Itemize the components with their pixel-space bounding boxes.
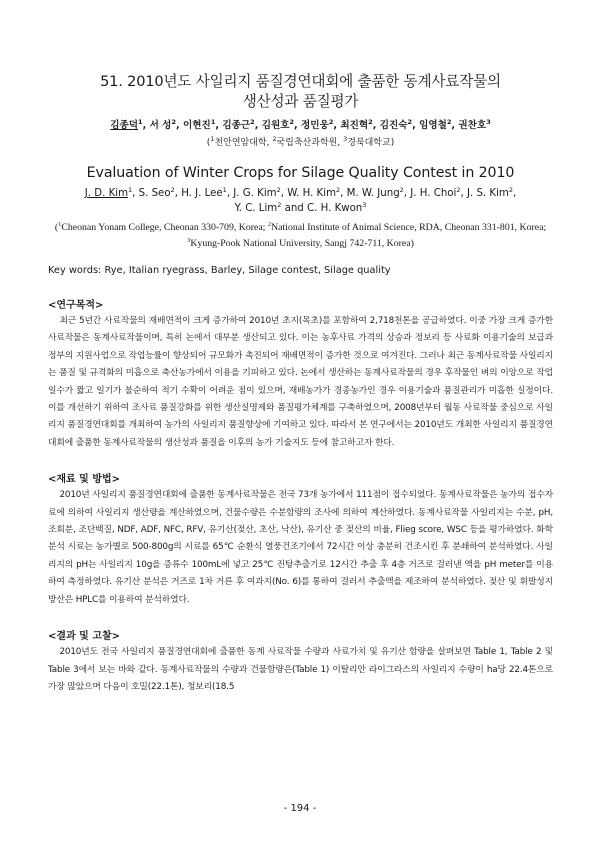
en-author: [235, 203, 282, 214]
ko-author-sup: 2: [407, 118, 413, 126]
korean-title-line2: 생산성과 품질평가: [242, 93, 359, 110]
section-body-results: 2010년도 전국 사일리지 품질경연대회에 출품한 동계 사료작물 수량과 사료가치 및 유기산 함량을 살펴보면 Table 1, Table 2 및 Table 3에서 보는 바와 같다. 동계사료작물의 수량과 건물함량은(Table 1) 이탈리안 라이그라스의 사일리지 수량이 ha당 22.4톤으로 가장 많았으며 다음이 호밀(22.1톤), 청보리(18.5: [48, 647, 553, 692]
ko-author-name: 이현진: [183, 120, 211, 131]
ko-author-name: 김종근: [222, 120, 251, 131]
en-affil-sup: 1: [58, 221, 62, 228]
en-affil-sup: 2: [267, 221, 272, 228]
ko-affil-sup: 3: [343, 135, 348, 143]
en-author-name: J. G. Kim: [233, 188, 277, 199]
ko-author: [262, 120, 294, 131]
en-author-name: S. Seo: [138, 188, 171, 199]
ko-author-sup: 2: [250, 118, 255, 126]
ko-author-name: 김종덕: [110, 120, 139, 131]
ko-author-sup: 2: [289, 118, 295, 126]
page-number: - 194 -: [283, 803, 317, 814]
en-author-name: C. H. Kwon: [307, 203, 363, 214]
en-affil-sup: 3: [187, 237, 191, 244]
ko-author: [110, 120, 142, 131]
ko-author-sup: 3: [486, 118, 491, 126]
ko-author-name: 임영철: [419, 120, 447, 131]
en-author: [410, 188, 460, 199]
keywords-label: Key words:: [48, 265, 102, 276]
en-author: [347, 188, 404, 199]
ko-author: [458, 120, 490, 131]
en-author-name: J. H. Choi: [410, 188, 457, 199]
en-author: [233, 188, 280, 199]
english-affiliations: ($^1$Cheonan Yonam College, Cheonan 330-709, Korea; $^2$National Institute of Animal Science, RDA, Cheonan 331-801, Korea; $^3$Kyung-Pook National University, Sangj 742-711, Korea): [54, 221, 547, 249]
english-title: Evaluation of Winter Crops for Silage Quality Contest in 2010: [86, 165, 515, 181]
en-author-name: J. S. Kim: [466, 188, 509, 199]
ko-author-name: 서 성: [149, 120, 172, 131]
korean-authors: 김종덕$^1$, 서 성$^2$, 이현진$^1$, 김종근$^2$, 김원호$^2$, 정민웅$^2$, 최진혁$^2$, 김진숙$^2$, 임영철$^2$, 권찬호$^3$: [110, 118, 491, 131]
ko-author-sup: 2: [328, 118, 334, 126]
ko-affil-text: 경북대학교: [347, 138, 391, 148]
en-author-sup: 3: [362, 201, 367, 209]
ko-affil-text: 천안연암대학,: [214, 138, 273, 148]
section-heading-purpose: <연구목적>: [48, 300, 104, 311]
ko-author-name: 김진숙: [379, 120, 408, 131]
en-author-sup: 1: [222, 186, 227, 194]
korean-title: [48, 72, 553, 112]
en-author-sup: 2: [336, 186, 341, 194]
korean-affiliations: ($^1$천안연암대학, $^2$국립축산과학원, $^3$경북대학교): [206, 135, 395, 148]
ko-author-sup: 1: [138, 118, 143, 126]
en-affil-text: Kyung-Pook National University, Sangj 742-711, Korea: [190, 238, 411, 249]
ko-author: [150, 120, 176, 131]
paper-page: [48, 72, 553, 696]
ko-affil-sup: 2: [272, 135, 277, 143]
ko-author-sup: 1: [210, 118, 216, 126]
ko-author-sup: 2: [171, 118, 176, 126]
ko-author: [419, 120, 451, 131]
en-affil-text: National Institute of Animal Science, RDA, Cheonan 331-801, Korea;: [271, 222, 547, 233]
en-author: [181, 188, 227, 199]
en-affil-text: Cheonan Yonam College, Cheonan 330-709, Korea;: [61, 222, 268, 233]
en-author-sup: 2: [276, 186, 281, 194]
en-author-sup: 2: [456, 186, 461, 194]
en-author: [287, 188, 340, 199]
en-author: [139, 188, 175, 199]
ko-author: [380, 120, 412, 131]
ko-author: [340, 120, 372, 131]
keywords-text: Rye, Italian ryegrass, Barley, Silage contest, Silage quality: [101, 265, 391, 276]
en-author-sup: 2: [508, 186, 513, 194]
section-heading-methods: <재료 및 방법>: [48, 474, 121, 486]
korean-title-line1: 51. 2010년도 사일리지 품질경연대회에 출품한 동계사료작물의: [100, 73, 501, 90]
en-author-name: M. W. Jung: [346, 188, 400, 199]
en-author-sup: 1: [128, 186, 133, 194]
en-author-name: H. J. Lee: [181, 188, 223, 199]
en-author-sup: 2: [170, 186, 175, 194]
section-heading-results: <결과 및 고찰>: [48, 631, 121, 643]
ko-affil-sup: 1: [210, 135, 215, 143]
ko-author-name: 최진혁: [340, 120, 369, 131]
ko-author: [222, 120, 254, 131]
en-author: [307, 203, 366, 214]
en-author-sup: 2: [399, 186, 404, 194]
ko-author-name: 권찬호: [458, 120, 487, 131]
ko-author-name: 김원호: [261, 120, 290, 131]
keywords: [48, 265, 553, 276]
en-author-name: W. H. Kim: [287, 188, 336, 199]
en-author: [467, 188, 513, 199]
en-author-name: J. D. Kim: [84, 188, 129, 199]
en-author-sup: 2: [277, 201, 282, 209]
english-authors: J. D. Kim$^1$, S. Seo$^2$, H. J. Lee$^1$, J. G. Kim$^2$, W. H. Kim$^2$, M. W. Jung$^2$, J. H. Choi$^2$, J. S. Kim$^2$, Y. C. Lim$^2$ and C. H. Kwon$^3$: [84, 186, 517, 214]
ko-author: [183, 120, 215, 131]
en-author: [85, 188, 132, 199]
ko-author: [301, 120, 333, 131]
ko-author-name: 정민웅: [301, 120, 329, 131]
ko-author-sup: 2: [368, 118, 373, 126]
ko-author-sup: 2: [446, 118, 452, 126]
en-author-name: Y. C. Lim: [234, 203, 278, 214]
section-body-purpose: 최근 5년간 사료작물의 재배면적이 크게 증가하여 2010년 초지(목초)를 포함하여 2,718천톤을 공급하였다. 이중 가장 크게 증가한 사료작물은 동계사료작물이며, 특히 논에서 대부분 생산되고 있다. 이는 농후사료 가격의 상승과 정보리 등 사료화 이용기술의 보급과 정부의 지원사업으로 작업능률이 향상되어 규모화가 촉진되어 재배면적이 증가한 것으로 여겨진다. 그러나 최근 동계사료작물 사일리지는 품질 및 규격화의 미흡으로 축산농가에서 이용을 기피하고 있다. 논에서 생산하는 동계사료작물의 경우 후작물인 벼의 이앙으로 작업일수가 짧고 일기가 불순하여 적기 수확이 어려운 점이 있으며, 재배농가가 경종농가인 경우 이용기술과 품질관리가 미흡한 실정이다. 이를 개선하기 위하여 조사료 품질강화를 위한 생산실명제와 품질평가체계를 구축하였으며, 2008년부터 월동 사료작물 중심으로 사일리지 품질경연대회를 개최하여 농가의 사일리지 품질향상에 기여하고 있다. 따라서 본 연구에서는 2010년도 개최한 사일리지 품질경연대회에 출품한 동계사료작물의 생산성과 품질을 이후의 농가 기술지도 등에 참고하고자 한다.: [48, 316, 553, 448]
ko-affil-text: 국립축산과학원,: [276, 138, 344, 148]
section-body-methods: 2010년 사일리지 품질경연대회에 출품한 동계사료작물은 전국 73개 농가에서 111점이 접수되었다. 동계사료작물은 농가의 접수자료에 의하여 사일리지 생산량을 계산하였으며, 건물수량은 수분함량의 조사에 의하여 계산하였다. 동계사료작물 사일리지는 수분, pH, 조회분, 조단백질, NDF, ADF, NFC, RFV, 유기산(젖산, 초산, 낙산), 유기산 중 젖산의 비율, Flieg score, WSC 등을 평가하였다. 화학분석 시료는 농가별로 500-800g의 시료를 65℃ 순환식 열풍건조기에서 72시간 이상 충분히 건조시킨 후 분쇄하여 분석하였다. 사일리지의 pH는 사일리지 10g을 증류수 100mL에 넣고 25℃ 진탕추출기로 12시간 추출 후 4층 거즈로 걸러낸 액을 pH meter를 이용하여 측정하였다. 유기산 분석은 거즈로 1차 거른 후 여과지(No. 6)를 통하여 걸러서 추출액을 제조하여 분석하였다. 젖산 및 휘발성지방산은 HPLC를 이용하여 분석하였다.: [48, 490, 553, 605]
